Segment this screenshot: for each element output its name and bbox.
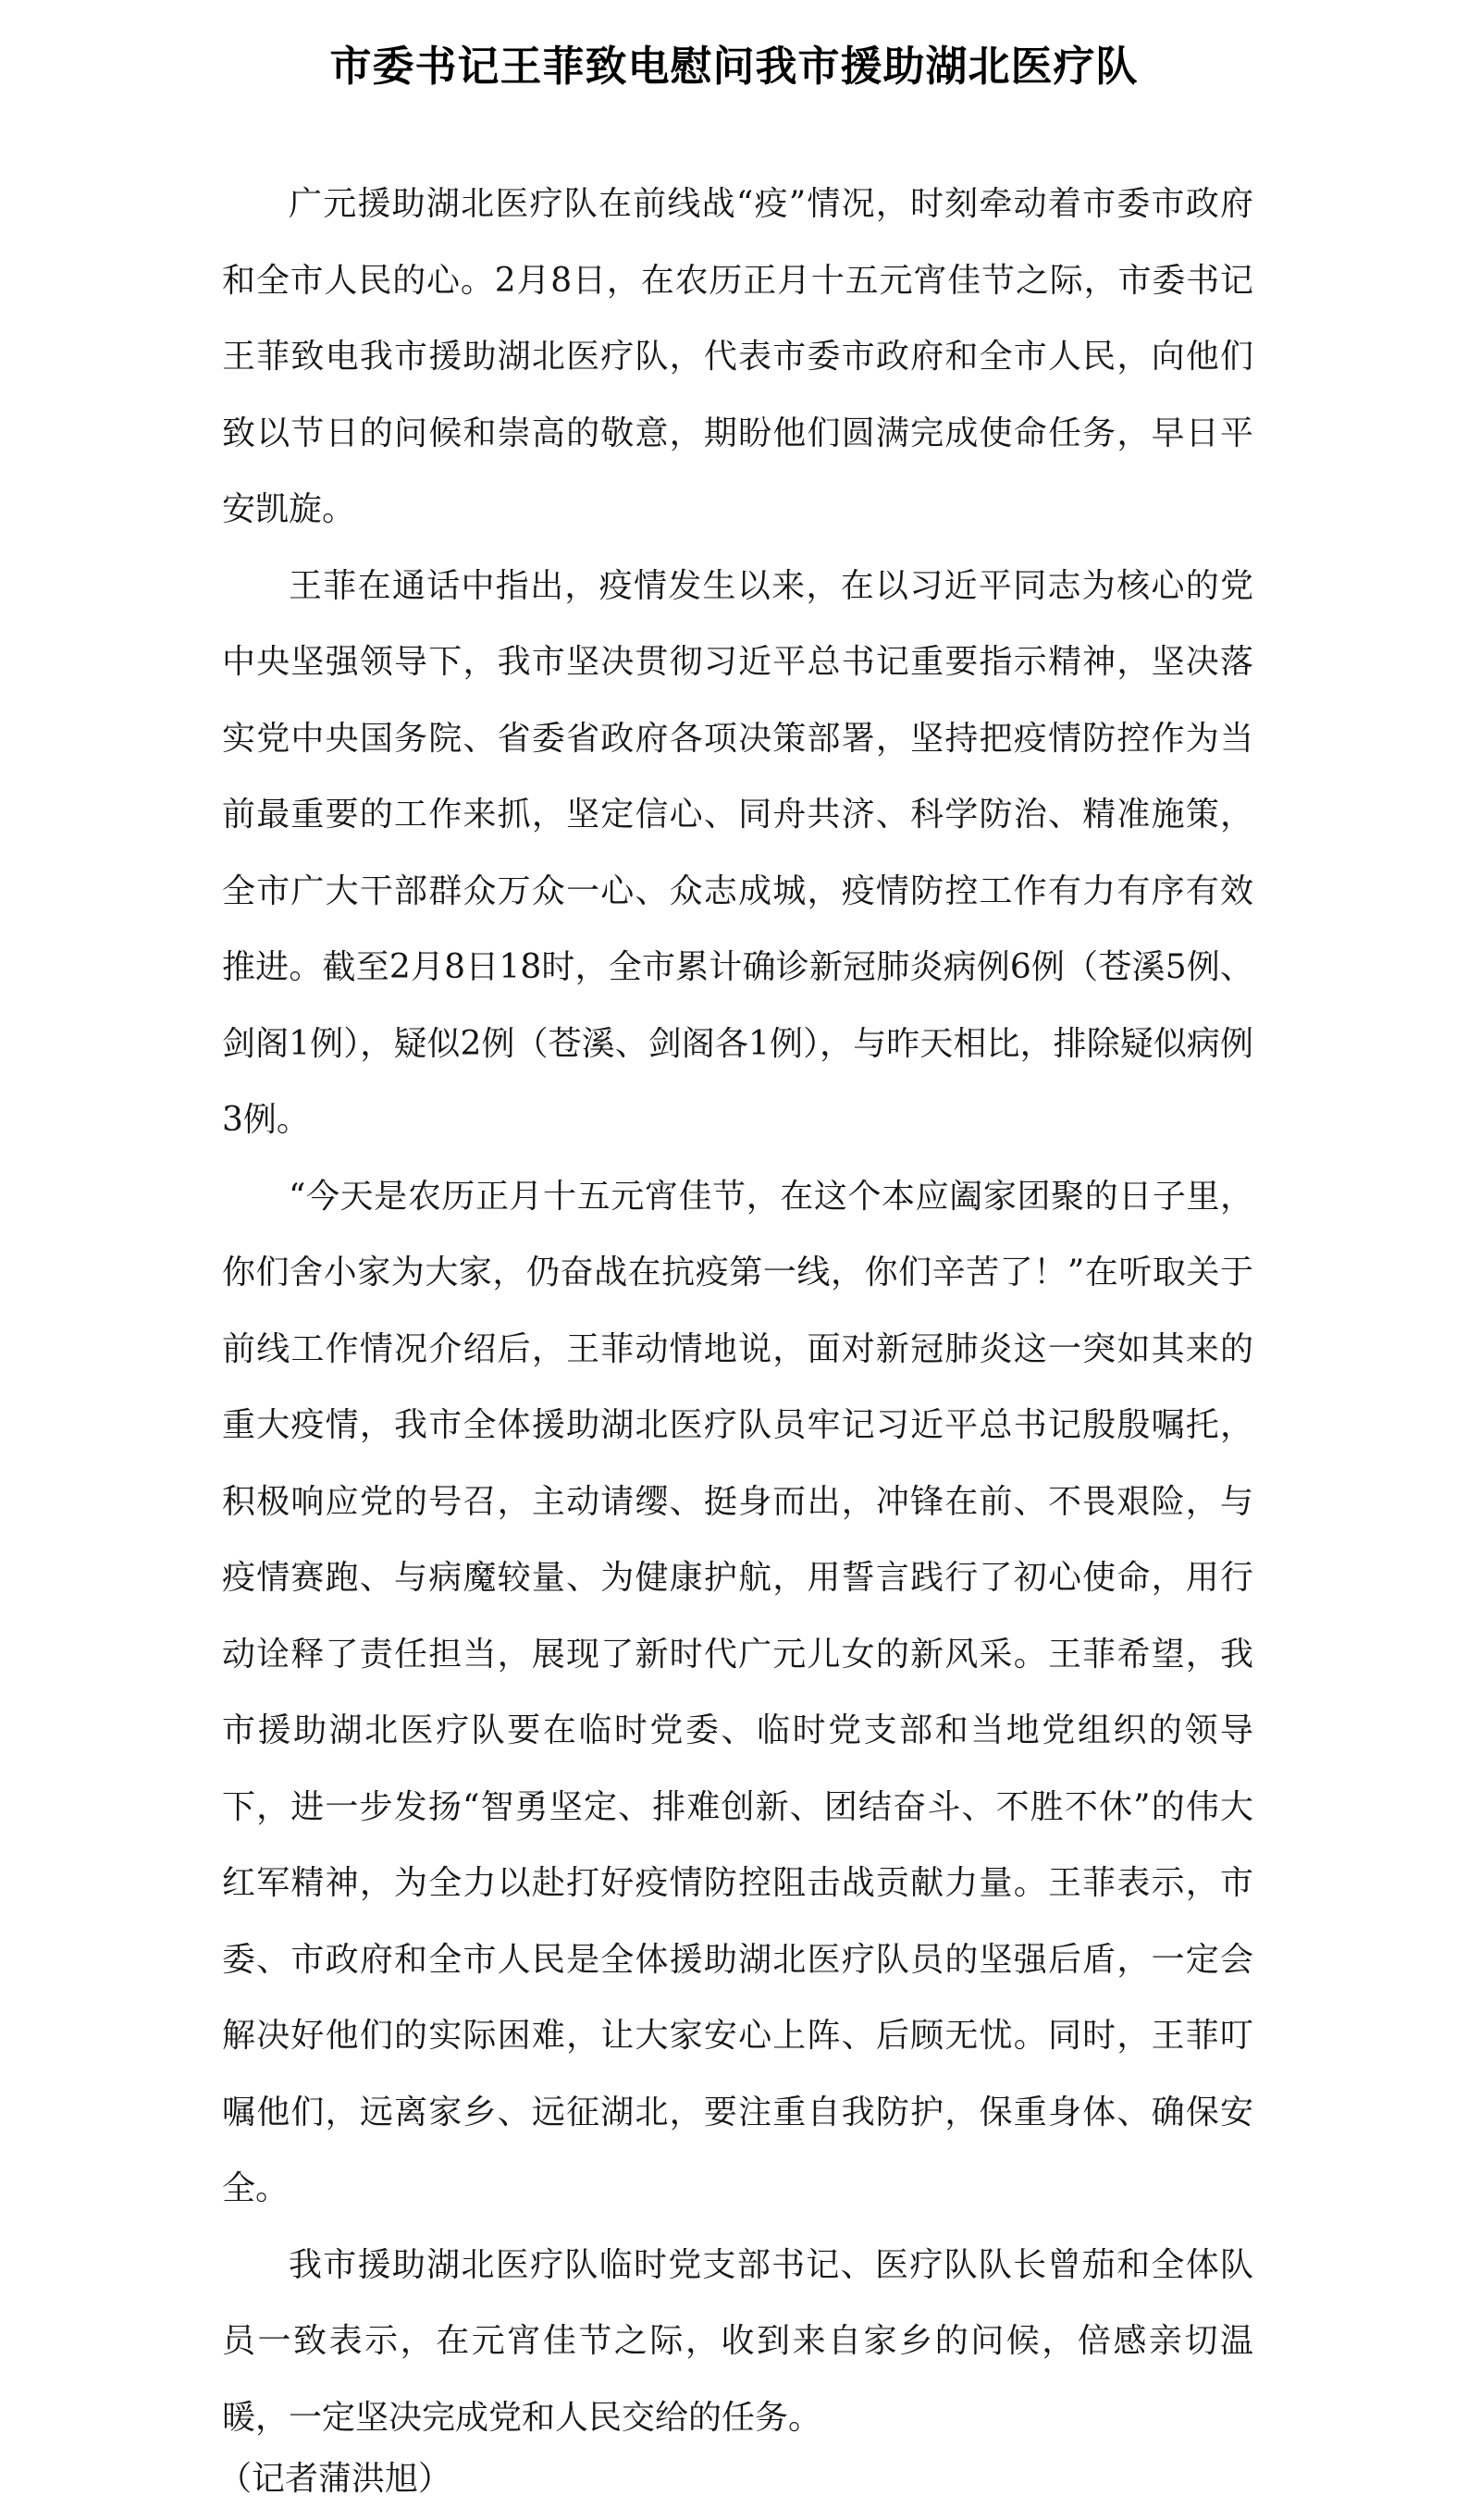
article-paragraph: 我市援助湖北医疗队临时党支部书记、医疗队队长曾茄和全体队员一致表示，在元宵佳节之际，收到来自家乡的问候，倍感亲切温暖，一定坚决完成党和人民交给的任务。 [222,2245,1253,2437]
article-title: 市委书记王菲致电慰问我市援助湖北医疗队 [329,42,1139,92]
article-body [222,167,1253,2456]
article-paragraph: “今天是农历正月十五元宵佳节，在这个本应阖家团聚的日子里，你们舍小家为大家，仍奋战在抗疫第一线，你们辛苦了！”在听取关于前线工作情况介绍后，王菲动情地说，面对新冠肺炎这一突如其来的重大疫情，我市全体援助湖北医疗队员牢记习近平总书记殷殷嘱托，积极响应党的号召，主动请缨、挺身而出，冲锋在前、不畏艰险，与疫情赛跑、与病魔较量、为健康护航，用誓言践行了初心使命，用行动诠释了责任担当，展现了新时代广元儿女的新风采。王菲希望，我市援助湖北医疗队要在临时党委、临时党支部和当地党组织的领导下，进一步发扬“智勇坚定、排难创新、团结奋斗、不胜不休”的伟大红军精神，为全力以赴打好疫情防控阻击战贡献力量。王菲表示，市委、市政府和全市人民是全体援助湖北医疗队员的坚强后盾，一定会解决好他们的实际困难，让大家安心上阵、后顾无忧。同时，王菲叮嘱他们，远离家乡、远征湖北，要注重自我防护，保重身体、确保安全。 [222,1177,1253,2207]
article-paragraph: 王菲在通话中指出，疫情发生以来，在以习近平同志为核心的党中央坚强领导下，我市坚决贯彻习近平总书记重要指示精神，坚决落实党中央国务院、省委省政府各项决策部署，坚持把疫情防控作为当前最重要的工作来抓，坚定信心、同舟共济、科学防治、精准施策，全市广大干部群众万众一心、众志成城，疫情防控工作有力有序有效推进。截至2月8日18时，全市累计确诊新冠肺炎病例6例（苍溪5例、剑阁1例），疑似2例（苍溪、剑阁各1例），与昨天相比，排除疑似病例3例。 [222,566,1253,1139]
article-paragraph: 广元援助湖北医疗队在前线战“疫”情况，时刻牵动着市委市政府和全市人民的心。2月8日，在农历正月十五元宵佳节之际，市委书记王菲致电我市援助湖北医疗队，代表市委市政府和全市人民，向他们致以节日的问候和崇高的敬意，期盼他们圆满完成使命任务，早日平安凯旋。 [222,185,1253,528]
reporter-byline: （记者蒲洪旭） [218,2460,452,2498]
